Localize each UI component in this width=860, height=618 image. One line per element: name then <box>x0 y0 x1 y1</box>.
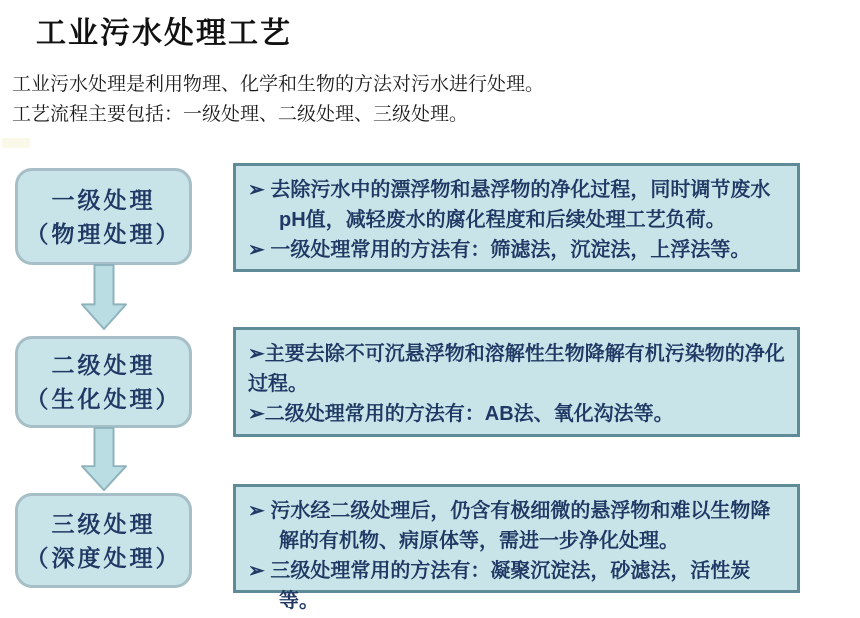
bullet-item: ➢主要去除不可沉悬浮物和溶解性生物降解有机污染物的净化过程。 <box>248 343 785 395</box>
stage-box-tertiary-treatment <box>15 493 192 588</box>
stage-box-primary-treatment <box>15 168 192 265</box>
stage-title: 三级处理 <box>51 510 156 537</box>
stage-title: 一级处理 <box>51 186 156 213</box>
bullet-item: ➢ 三级处理常用的方法有：凝聚沉淀法，砂滤法，活性炭等。 <box>248 560 751 612</box>
bullet-item: ➢ 污水经二级处理后，仍含有极细微的悬浮物和难以生物降解的有机物、病原体等，需进一步净化处理。 <box>248 500 771 552</box>
description-panel-tertiary <box>233 484 800 612</box>
stage-title: 二级处理 <box>51 352 156 378</box>
intro-line-1: 工业污水处理是利用物理、化学和生物的方法对污水进行处理。 <box>12 74 545 95</box>
down-arrow-icon <box>81 264 127 331</box>
stage-subtitle: （生化处理） <box>25 386 182 412</box>
description-panel-primary <box>233 163 800 272</box>
page-title: 工业污水处理工艺 <box>36 17 292 50</box>
bullet-item: ➢ 去除污水中的漂浮物和悬浮物的净化过程，同时调节废水pH值，减轻废水的腐化程度和后续处理工艺负荷。 <box>248 179 771 231</box>
intro-text <box>12 70 544 130</box>
bullet-item: ➢ 一级处理常用的方法有：筛滤法，沉淀法，上浮法等。 <box>248 239 751 261</box>
stage-box-secondary-treatment <box>15 336 192 428</box>
stage-subtitle: （深度处理） <box>25 544 182 571</box>
description-panel-secondary <box>233 327 800 437</box>
stage-subtitle: （物理处理） <box>25 220 182 247</box>
bullet-item: ➢二级处理常用的方法有：AB法、氧化沟法等。 <box>248 403 674 425</box>
intro-line-2: 工艺流程主要包括：一级处理、二级处理、三级处理。 <box>12 104 469 125</box>
decorative-fragment <box>2 138 30 148</box>
down-arrow-icon <box>81 427 127 492</box>
